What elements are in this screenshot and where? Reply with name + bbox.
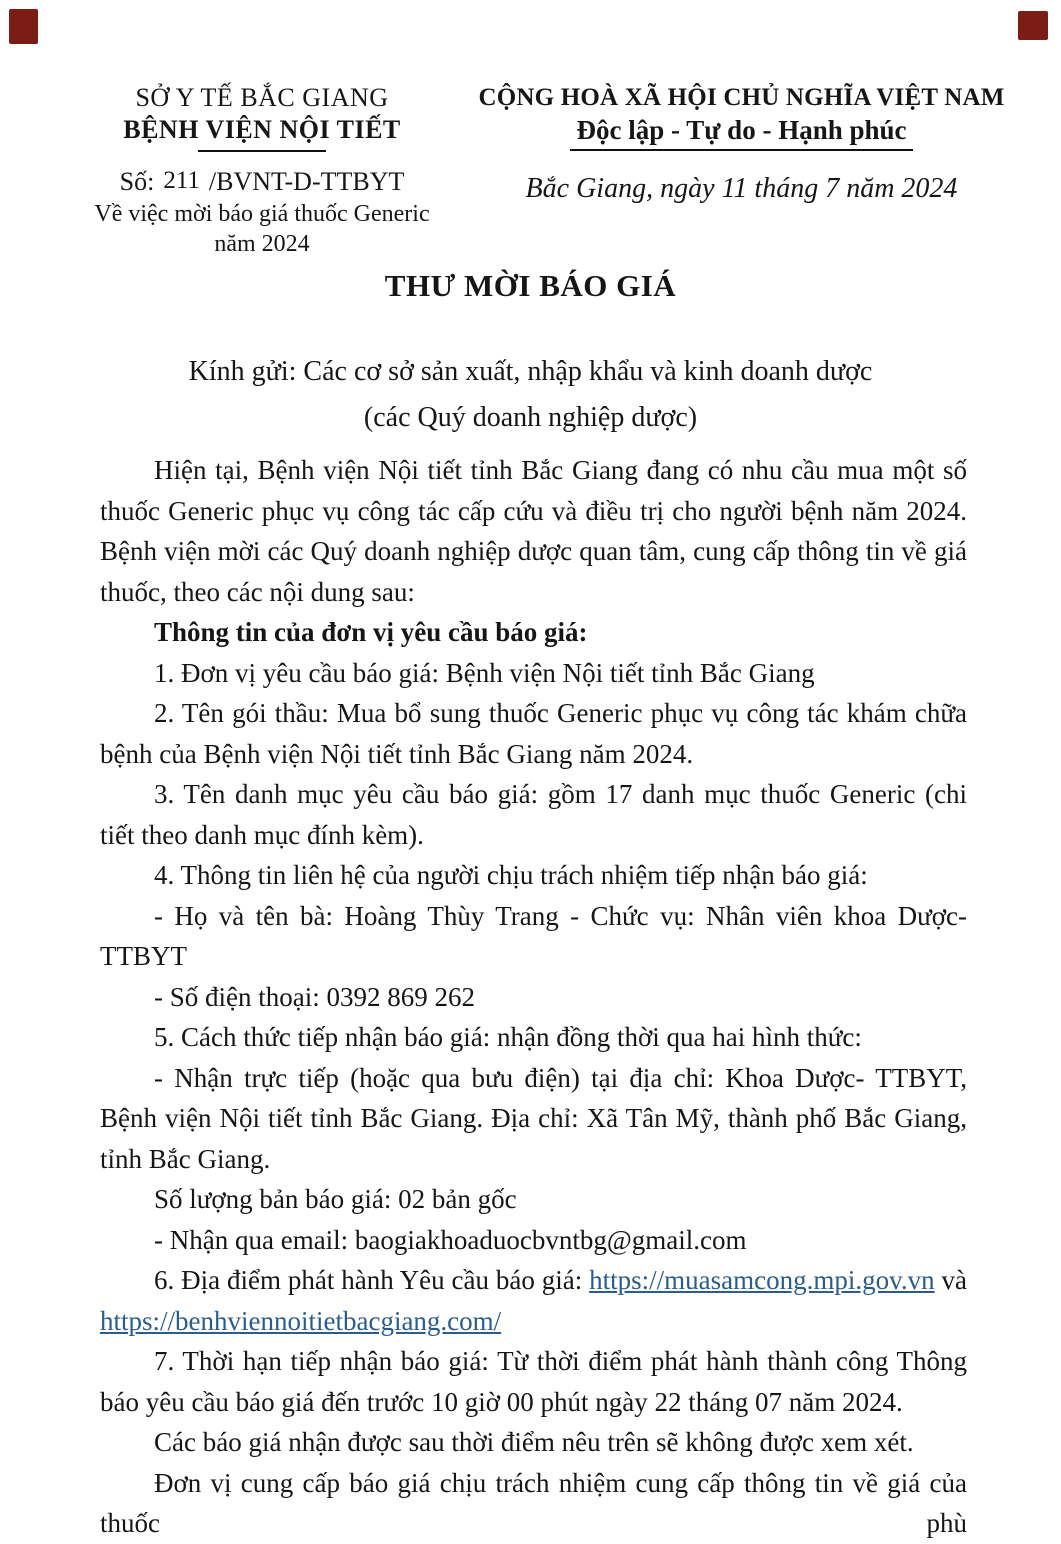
document-number-suffix: /BVNT-D-TTBYT [208,167,405,196]
item-4-contact-info: 4. Thông tin liên hệ của người chịu trách nhiệm tiếp nhận báo giá: [154,860,868,890]
document-body [100,450,967,1544]
agency-divider-rule [198,150,326,152]
note-late-quotes: Các báo giá nhận được sau thời điểm nêu trên sẽ không được xem xét. [154,1427,914,1457]
scan-artifact-top-left [9,9,38,44]
document-subject-line2: năm 2024 [214,231,310,257]
salutation-line: Kính gửi: Các cơ sở sản xuất, nhập khẩu và kinh doanh dược [188,356,873,387]
item-6-conjunction: và [941,1265,968,1295]
section-heading: Thông tin của đơn vị yêu cầu báo giá: [154,617,588,647]
item-5-direct-address: - Nhận trực tiếp (hoặc qua bưu điện) tại địa chỉ: Khoa Dược- TTBYT, Bệnh viện Nội tiết tỉnh Bắc Giang. Địa chỉ: Xã Tân Mỹ, thành phố Bắc Giang, tỉnh Bắc Giang. [100,1062,967,1174]
item-1-requesting-unit: 1. Đơn vị yêu cầu báo giá: Bệnh viện Nội tiết tỉnh Bắc Giang [154,657,815,688]
salutation-subline: (các Quý doanh nghiệp dược) [363,402,698,433]
item-2-package-name: 2. Tên gói thầu: Mua bổ sung thuốc Generic phục vụ công tác khám chữa bệnh của Bệnh viện Nội tiết tỉnh Bắc Giang năm 2024. [100,698,967,769]
document-number-label: Số: [119,167,155,196]
issuing-agency-block [62,82,462,259]
salutation-block [0,355,1061,435]
item-6-prefix: 6. Địa điểm phát hành Yêu cầu báo giá: [154,1265,583,1295]
document-number-line [62,165,462,199]
scan-artifact-top-right [1018,11,1048,40]
contact-phone-line: - Số điện thoại: 0392 869 262 [154,981,475,1012]
intro-paragraph: Hiện tại, Bệnh viện Nội tiết tỉnh Bắc Giang đang có nhu cầu mua một số thuốc Generic phục vụ công tác cấp cứu và điều trị cho người bệnh năm 2024. Bệnh viện mời các Quý doanh nghiệp dược quan tâm, cung cấp thông tin về giá thuốc, theo các nội dung sau: [100,455,967,607]
item-5-reception-methods: 5. Cách thức tiếp nhận báo giá: nhận đồng thời qua hai hình thức: [154,1022,862,1052]
note-responsibility: Đơn vị cung cấp báo giá chịu trách nhiệm cung cấp thông tin về giá của thuốc phù [100,1467,967,1538]
document-number: 211 [163,167,200,194]
national-motto: Độc lập - Tự do - Hạnh phúc [570,113,912,151]
document-subject-line1: Về việc mời báo giá thuốc Generic [94,201,430,227]
national-motto-block [462,82,1021,259]
place-date-line: Bắc Giang, ngày 11 tháng 7 năm 2024 [525,173,958,204]
item-6-issue-location [100,1260,967,1341]
agency-name: BỆNH VIỆN NỘI TIẾT [123,115,401,144]
contact-name-line: - Họ và tên bà: Hoàng Thùy Trang - Chức vụ: Nhân viên khoa Dược-TTBYT [100,900,967,971]
link-muasamcong[interactable]: https://muasamcong.mpi.gov.vn [589,1265,935,1295]
item-5-copies-count: Số lượng bản báo giá: 02 bản gốc [154,1184,517,1214]
link-benhviennoitietbacgiang[interactable]: https://benhviennoitietbacgiang.com/ [100,1305,502,1336]
agency-parent-name: SỞ Y TẾ BẮC GIANG [135,83,389,112]
item-7-deadline: 7. Thời hạn tiếp nhận báo giá: Từ thời điểm phát hành thành công Thông báo yêu cầu báo giá đến trước 10 giờ 00 phút ngày 22 tháng 07 năm 2024. [100,1346,967,1417]
document-title: THƯ MỜI BÁO GIÁ [384,268,677,303]
item-3-category-list: 3. Tên danh mục yêu cầu báo giá: gồm 17 danh mục thuốc Generic (chi tiết theo danh mục đính kèm). [100,779,967,850]
national-name: CỘNG HOÀ XÃ HỘI CHỦ NGHĨA VIỆT NAM [478,84,1005,111]
item-5-email-line: - Nhận qua email: baogiakhoaduocbvntbg@gmail.com [154,1224,747,1255]
document-header [0,0,1061,259]
